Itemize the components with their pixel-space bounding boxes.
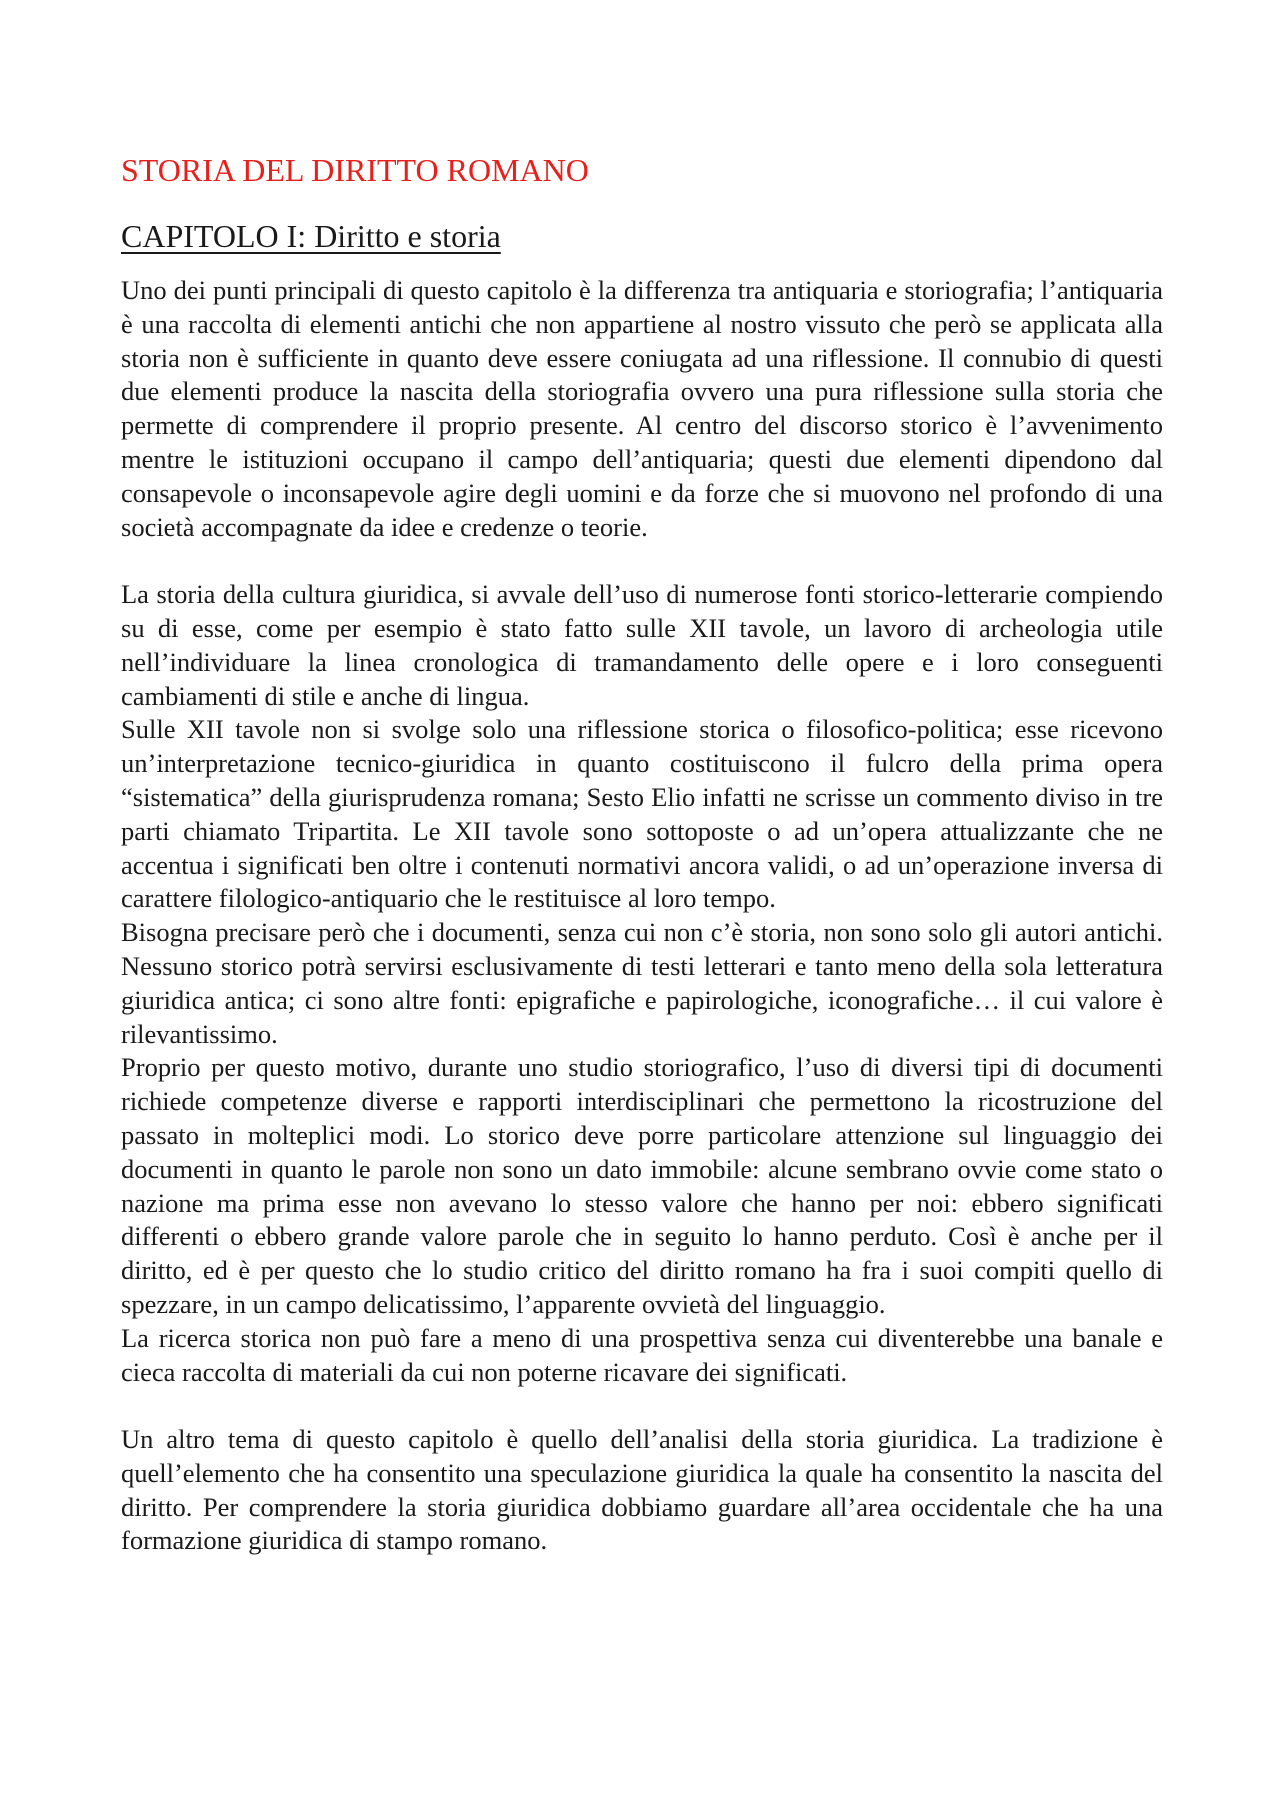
document-title: STORIA DEL DIRITTO ROMANO [121,152,589,188]
paragraph-spacer [121,1389,1163,1423]
paragraph-prospettiva: La ricerca storica non può fare a meno di una prospettiva senza cui diventerebbe una banale e cieca raccolta di materiali da cui non poterne ricavare dei significati. [121,1322,1163,1387]
document-body [121,150,1163,1558]
paragraph-cultura-giuridica: La storia della cultura giuridica, si avvale dell’uso di numerose fonti storico-letterarie compiendo su di esse, come per esempio è stato fatto sulle XII tavole, un lavoro di archeologia utile nell’individuare la linea cronologica di tramandamento delle opere e i loro conseguenti cambiamenti di stile e anche di lingua. [121,579,1163,711]
paragraph-antiquaria: Uno dei punti principali di questo capitolo è la differenza tra antiquaria e storiografia; l’antiquaria è una raccolta di elementi antichi che non appartiene al nostro vissuto che però se applicata alla storia non è sufficiente in quanto deve essere coniugata ad una riflessione. Il connubio di questi due elementi produce la nascita della storiografia ovvero una pura riflessione sulla storia che permette di comprendere il proprio presente. Al centro del discorso storico è l’avvenimento mentre le istituzioni occupano il campo dell’antiquaria; questi due elementi dipendono dal consapevole o inconsapevole agire degli uomini e da forze che si muovono nel profondo di una società accompagnate da idee e credenze o teorie. [121,275,1163,542]
paragraph-xii-tavole: Sulle XII tavole non si svolge solo una riflessione storica o filosofico-politica; esse ricevono un’interpretazione tecnico-giuridica in quanto costituiscono il fulcro della prima opera “sistematica” della giurisprudenza romana; Sesto Elio infatti ne scrisse un commento diviso in tre parti chiamato Tripartita. Le XII tavole sono sottoposte o ad un’opera attualizzante che ne accentua i significati ben oltre i contenuti normativi ancora validi, o ad un’operazione inversa di carattere filologico-antiquario che le restituisce al loro tempo. [121,714,1163,914]
paragraph-documenti: Bisogna precisare però che i documenti, senza cui non c’è storia, non sono solo gli autori antichi. Nessuno storico potrà servirsi esclusivamente di testi letterari e tanto meno della sola letteratura giuridica antica; ci sono altre fonti: epigrafiche e papirologiche, iconografiche… il cui valore è rilevantissimo. [121,917,1163,1049]
chapter-title: CAPITOLO I: Diritto e storia [121,218,501,254]
paragraph-storia-giuridica: Un altro tema di questo capitolo è quello dell’analisi della storia giuridica. La tradizione è quell’elemento che ha consentito una speculazione giuridica la quale ha consentito la nascita del diritto. Per comprendere la storia giuridica dobbiamo guardare all’area occidentale che ha una formazione giuridica di stampo romano. [121,1424,1163,1556]
paragraph-spacer [121,544,1163,578]
paragraph-linguaggio: Proprio per questo motivo, durante uno studio storiografico, l’uso di diversi tipi di documenti richiede competenze diverse e rapporti interdisciplinari che permettono la ricostruzione del passato in molteplici modi. Lo storico deve porre particolare attenzione sul linguaggio dei documenti in quanto le parole non sono un dato immobile: alcune sembrano ovvie come stato o nazione ma prima esse non avevano lo stesso valore che hanno per noi: ebbero significati differenti o ebbero grande valore parole che in seguito lo hanno perduto. Così è anche per il diritto, ed è per questo che lo studio critico del diritto romano ha fra i suoi compiti quello di spezzare, in un campo delicatissimo, l’apparente ovvietà del linguaggio. [121,1052,1163,1319]
